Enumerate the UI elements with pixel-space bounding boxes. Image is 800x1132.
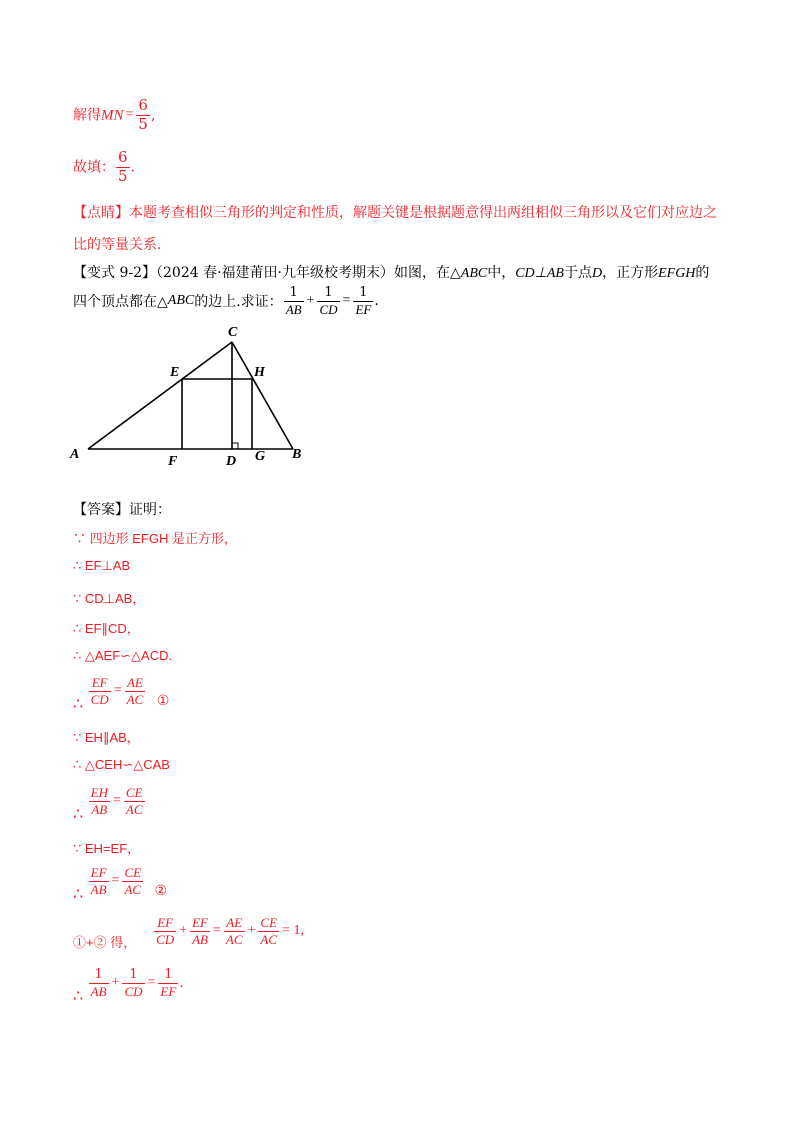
label-b: B xyxy=(292,447,302,462)
equals-sign: = xyxy=(125,107,134,123)
answer-header: 【答案】证明： xyxy=(73,502,171,518)
fraction-ef-cd: $\frac{EF}{CD}$ xyxy=(90,675,109,707)
proof-step-1: ∵ 四边形 EFGH 是正方形， xyxy=(73,531,237,546)
label-g: G xyxy=(255,449,266,464)
comment-line-1: 【点睛】本题考查相似三角形的判定和性质，解题关键是根据题意得出两组相似三角形以及它们对应边之 xyxy=(73,205,717,221)
label-h: H xyxy=(254,365,265,380)
label-e: E xyxy=(170,365,180,380)
circled-one: ① xyxy=(156,693,170,710)
label-a: A xyxy=(70,447,80,462)
fill-line: 故填： $\frac{6}{5}$ . xyxy=(73,148,135,185)
proof-step-4: ∴ EF∥CD， xyxy=(73,621,140,636)
circled-two: ② xyxy=(154,883,168,900)
fraction-eh-ab: $\frac{EH}{AB}$ xyxy=(90,785,108,817)
therefore-symbol: ∴ xyxy=(73,694,84,714)
solve-prefix: 解得 xyxy=(73,107,101,124)
ratio-line-1: ∴ $\frac{EF}{CD}$ = $\frac{AE}{AC}$ ① xyxy=(73,675,170,714)
ratio-line-3: ∴ $\frac{EF}{AB}$ = $\frac{CE}{AC}$ ② xyxy=(73,865,168,904)
sum-prefix: ①+② 得， xyxy=(73,935,137,951)
solve-variable: MN xyxy=(101,107,124,124)
solve-line: 解得MN = $\frac{6}{5}$ , xyxy=(73,96,156,133)
right-angle-mark xyxy=(232,443,238,449)
proof-step-5: ∴ △AEF∽△ACD. xyxy=(73,648,173,663)
proof-step-3: ∵ CD⊥AB， xyxy=(73,591,146,606)
ratio-line-2: ∴ $\frac{EH}{AB}$ = $\frac{CE}{AC}$ xyxy=(73,785,143,824)
answer-tag: 【答案】 xyxy=(73,502,129,518)
fraction-ae-ac: $\frac{AE}{AC}$ xyxy=(126,675,144,707)
problem-line-2: 四个顶点都在△ABC的边上.求证： $\frac{1}{AB}$ + $\frac{1}{CD}$ = $\frac{1}{EF}$ . xyxy=(73,285,379,317)
proof-step-10: ∵ EH=EF， xyxy=(73,841,141,856)
fraction-6-5-answer: $\frac{6}{5}$ xyxy=(118,148,128,185)
proof-step-2: ∴ EF⊥AB xyxy=(73,558,131,573)
label-d: D xyxy=(226,454,237,469)
fraction-1-over-ab: $\frac{1}{AB}$ xyxy=(285,285,302,317)
label-f: F xyxy=(168,454,178,469)
fraction-ce-ac-2: $\frac{CE}{AC}$ xyxy=(124,865,142,897)
final-line: ∴ $\frac{1}{AB}$ + $\frac{1}{CD}$ = $\frac{1}{EF}$ . xyxy=(73,967,184,1006)
fraction-1-over-cd: $\frac{1}{CD}$ xyxy=(319,285,338,317)
side-cb xyxy=(232,342,293,449)
fill-prefix: 故填： xyxy=(73,159,115,176)
problem-tag: 【变式 9-2】 xyxy=(73,265,156,281)
proof-step-7: ∵ EH∥AB， xyxy=(73,730,140,745)
fraction-ef-ab: $\frac{EF}{AB}$ xyxy=(90,865,107,897)
side-ac xyxy=(88,342,232,449)
label-c: C xyxy=(228,325,238,340)
triangle-square-figure xyxy=(60,318,320,478)
proof-step-8: ∴ △CEH∽△CAB xyxy=(73,757,170,772)
comment-line-2: 比的等量关系. xyxy=(73,237,162,253)
sum-line: ①+② 得， $\frac{EF}{CD}$ + $\frac{EF}{AB}$ = $\frac{AE}{AC}$ + $\frac{CE}{AC}$ = 1, xyxy=(73,915,304,951)
fraction-1-over-ef: $\frac{1}{EF}$ xyxy=(355,285,372,317)
fraction-6-5: $\frac{6}{5}$ xyxy=(138,96,148,133)
fraction-ce-ac: $\frac{CE}{AC}$ xyxy=(125,785,143,817)
problem-line-1: 【变式 9-2】（2024 春·福建莆田·九年级校考期末）如图，在△ABC中，CD⊥AB于点D，正方形EFGH的 xyxy=(73,265,710,281)
problem-source: （2024 春·福建莆田·九年级校考期末） xyxy=(156,265,394,281)
